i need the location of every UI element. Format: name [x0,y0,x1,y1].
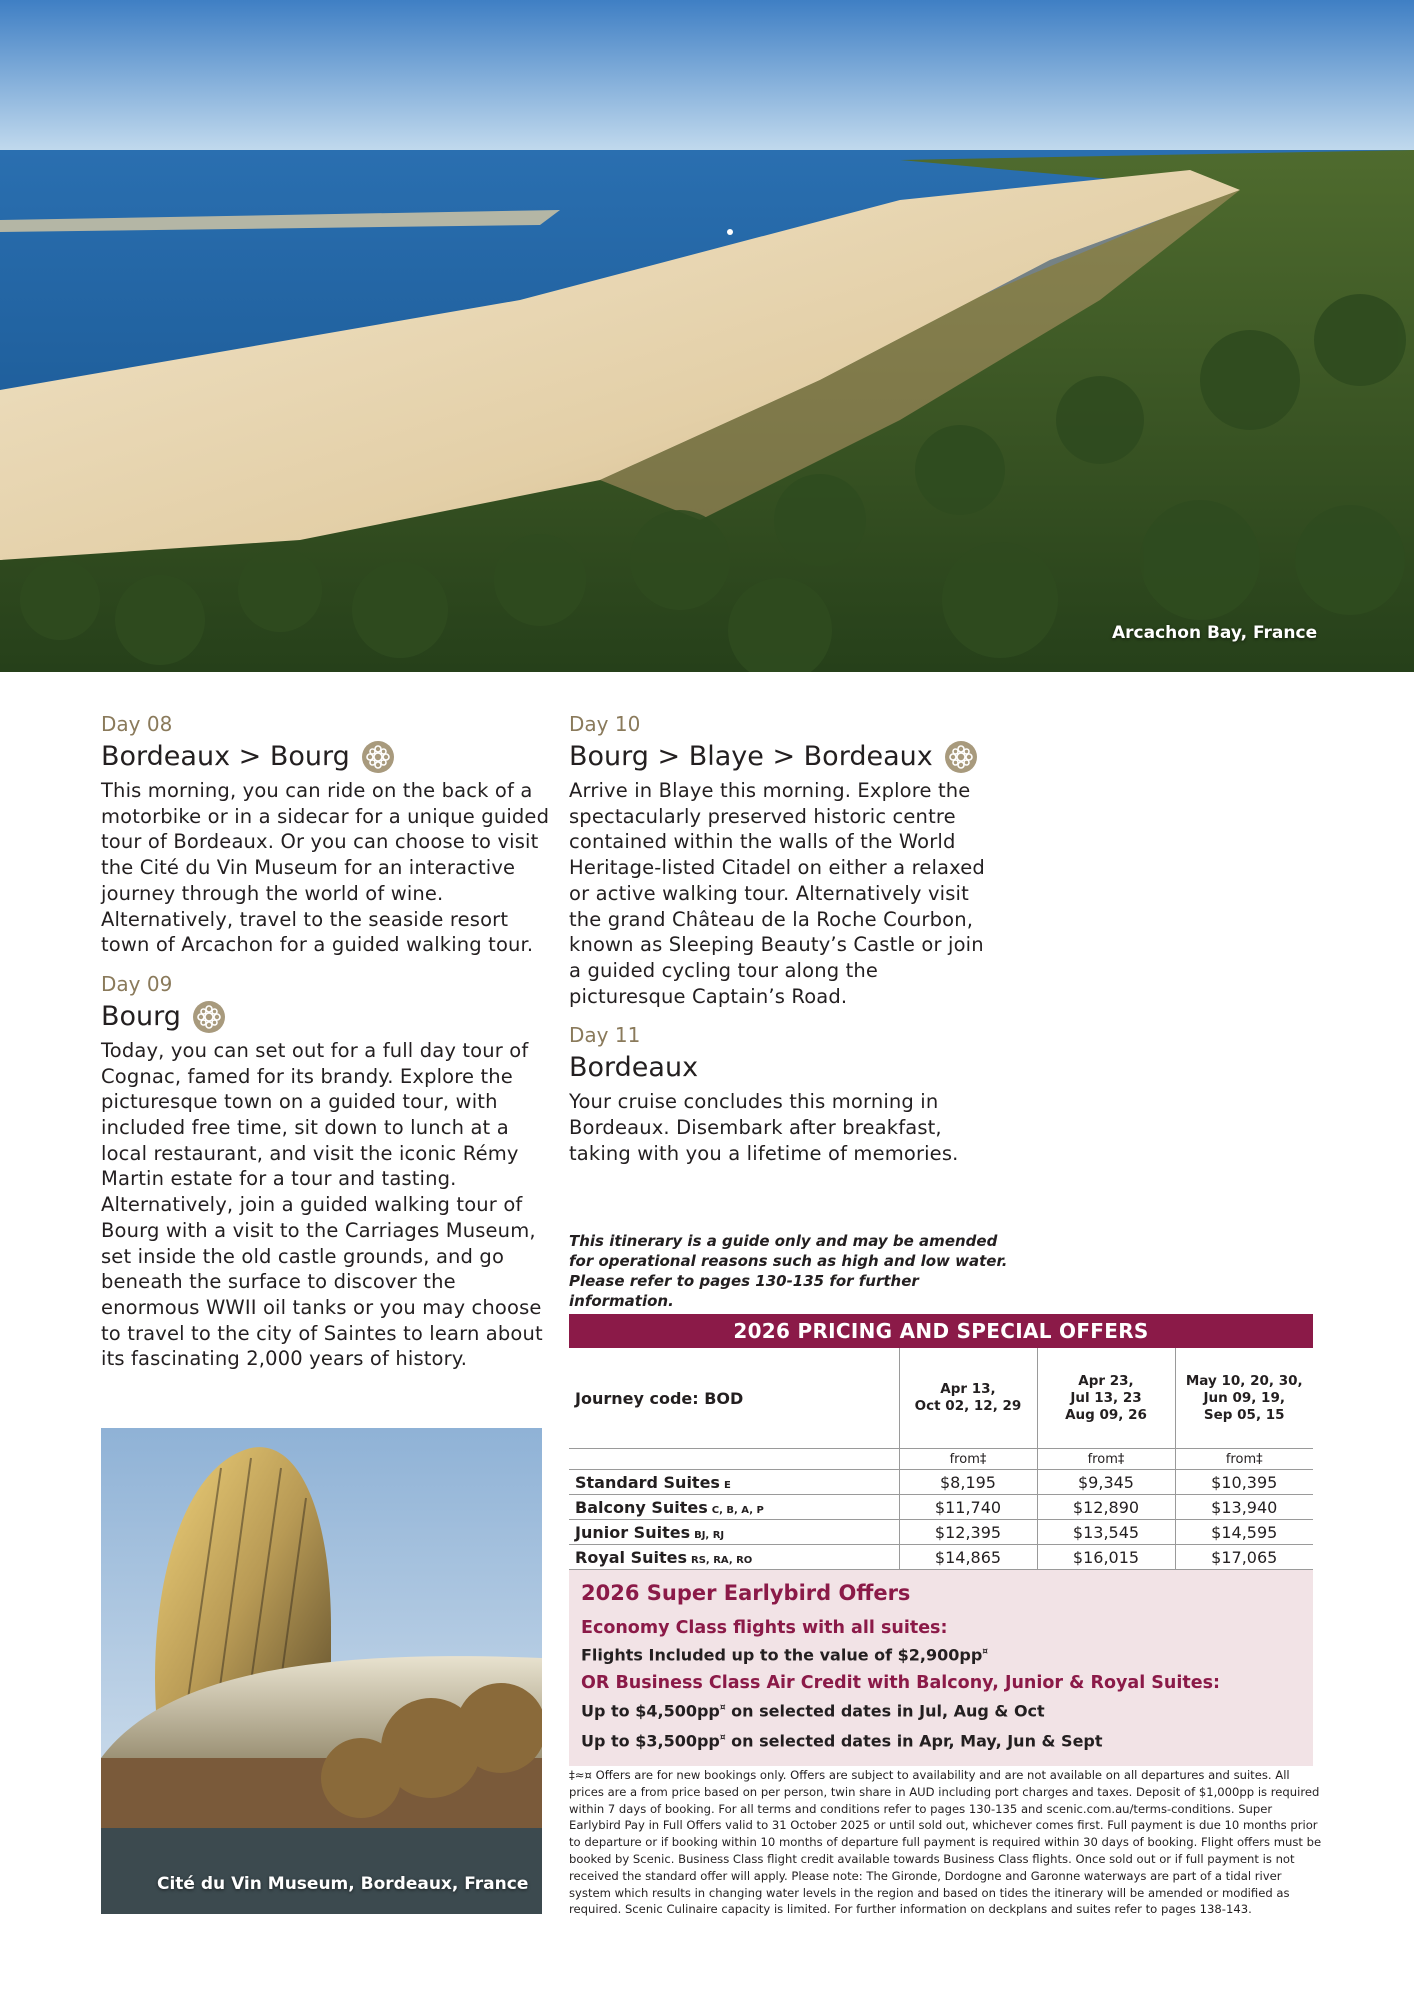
suite-name: Royal Suites RS, RA, RO [569,1545,899,1570]
note-line: This itinerary is a guide only and may be amended [569,1232,998,1250]
photo2-caption: Cité du Vin Museum, Bordeaux, France [157,1874,529,1894]
day-title [101,1000,551,1034]
day-description: Your cruise concludes this morning in Bordeaux. Disembark after breakfast, taking with you a lifetime of memories. [569,1090,959,1165]
price-cell: $10,395 [1175,1470,1313,1495]
earlybird-offers [569,1570,1313,1766]
suite-name: Junior Suites BJ, RJ [569,1520,899,1545]
price-cell: $12,395 [899,1520,1037,1545]
suite-name: Balcony Suites C, B, A, P [569,1495,899,1520]
economy-offer-text: Flights Included up to the value of $2,900pp¤ [581,1645,989,1665]
pricing-table [569,1348,1313,1570]
table-row [569,1495,1313,1520]
from-label: from‡ [899,1449,1037,1470]
hero-caption: Arcachon Bay, France [1112,623,1318,643]
fine-print: ‡≈¤ Offers are for new bookings only. Offers are subject to availability and are not available on all departures and suites. All prices are a from price based on per person, twin share in AUD including port charges and taxes. Deposit of $1,000pp is required within 7 days of booking. For all terms and conditions refer to pages 130-135 and scenic.com.au/terms-conditions. Super Earlybird Pay in Full Offers valid to 31 October 2025 or until sold out, whichever comes first. Full payment is due 10 months prior to departure or if booking within 10 months of departure full payment is required within 30 days of booking. Flight offers must be booked by Scenic. Business Class flight credit available towards Business Class flights. Once sold out or if full payment is not received the standard offer will apply. Please note: The Gironde, Dordogne and Garonne waterways are part of a tidal river system which results in changing water levels in the region and based on tides the itinerary will be amended or modified as required. Scenic Culinaire capacity is limited. For further information on deckplans and suites refer to pages 138-143. [569,1768,1322,1917]
price-cell: $8,195 [899,1470,1037,1495]
day-09 [101,972,551,1372]
day-label: Day 08 [101,712,173,736]
culinaire-icon [193,1001,225,1033]
economy-offer-heading: Economy Class flights with all suites: [581,1618,948,1638]
price-cell: $13,940 [1175,1495,1313,1520]
price-cell: $17,065 [1175,1545,1313,1570]
day-08 [101,712,551,958]
price-cell: $11,740 [899,1495,1037,1520]
date-column-1: Apr 13, Oct 02, 12, 29 [899,1348,1037,1449]
day-title [569,740,989,774]
arcachon-dune-illustration [0,0,1414,672]
pricing-section [569,1314,1313,1766]
itinerary-left-column [101,712,551,1386]
day-label: Day 09 [101,971,173,996]
business-offer-heading: OR Business Class Air Credit with Balcony, Junior & Royal Suites: [581,1673,1220,1694]
itinerary-note [569,1231,1009,1311]
from-label: from‡ [1037,1449,1175,1470]
day-title-text: Bordeaux > Bourg [101,741,350,772]
date-header-row [569,1348,1313,1449]
price-cell: $12,890 [1037,1495,1175,1520]
culinaire-icon [362,741,394,773]
offers-title: 2026 Super Earlybird Offers [581,1581,911,1605]
table-row [569,1545,1313,1570]
cite-du-vin-illustration [101,1428,542,1914]
day-title-text: Bourg [101,1000,181,1032]
price-cell: $13,545 [1037,1520,1175,1545]
price-cell: $16,015 [1037,1545,1175,1570]
price-cell: $9,345 [1037,1470,1175,1495]
day-10 [569,712,989,1009]
table-row [569,1520,1313,1545]
day-label: Day 10 [569,712,641,736]
hero-photo [0,0,1414,672]
pricing-heading: 2026 PRICING AND SPECIAL OFFERS [569,1314,1313,1348]
journey-code: Journey code: BOD [575,1388,744,1408]
from-label: from‡ [1175,1449,1313,1470]
cite-du-vin-photo [101,1428,542,1914]
note-line: Please refer to pages 130-135 for further information. [569,1272,919,1310]
price-cell: $14,865 [899,1545,1037,1570]
date-column-3: May 10, 20, 30, Jun 09, 19, Sep 05, 15 [1175,1348,1313,1449]
note-line: for operational reasons such as high and low water. [569,1252,1008,1270]
suite-name: Standard Suites E [569,1470,899,1495]
day-description: Today, you can set out for a full day tour of Cognac, famed for its brandy. Explore the picturesque town on a guided tour, with included free time, sit down to lunch at a local restaurant, and visit the iconic Rémy Martin estate for a tour and tasting. Alternatively, join a guided walking tour of Bourg with a visit to the Carriages Museum, set inside the old castle grounds, and go beneath the surface to discover the enormous WWII oil tanks or you may choose to travel to the city of Saintes to learn about its fascinating 2,000 years of history. [101,1038,543,1371]
date-column-2: Apr 23, Jul 13, 23 Aug 09, 26 [1037,1348,1175,1449]
day-title-text: Bourg > Blaye > Bordeaux [569,741,933,772]
from-row [569,1449,1313,1470]
day-title-text: Bordeaux [569,1052,699,1084]
table-row [569,1470,1313,1495]
itinerary-mid-column [569,712,989,1180]
business-offer-line: Up to $4,500pp¤ on selected dates in Jul, Aug & Oct [581,1701,1045,1721]
culinaire-icon [945,741,977,773]
day-title [569,1051,989,1085]
day-label: Day 11 [569,1023,641,1048]
day-description: This morning, you can ride on the back of a motorbike or in a sidecar for a unique guided tour of Bordeaux. Or you can choose to visit the Cité du Vin Museum for an interactive journey through the world of wine. Alternatively, travel to the seaside resort town of Arcachon for a guided walking tour. [101,779,550,957]
price-cell: $14,595 [1175,1520,1313,1545]
day-11 [569,1023,989,1166]
day-description: Arrive in Blaye this morning. Explore the spectacularly preserved historic centre contained within the walls of the World Heritage-listed Citadel on either a relaxed or active walking tour. Alternatively visit the grand Château de la Roche Courbon, known as Sleeping Beauty’s Castle or join a guided cycling tour along the picturesque Captain’s Road. [569,779,985,1008]
business-offer-line: Up to $3,500pp¤ on selected dates in Apr, May, Jun & Sept [581,1730,1103,1750]
day-title [101,740,551,774]
